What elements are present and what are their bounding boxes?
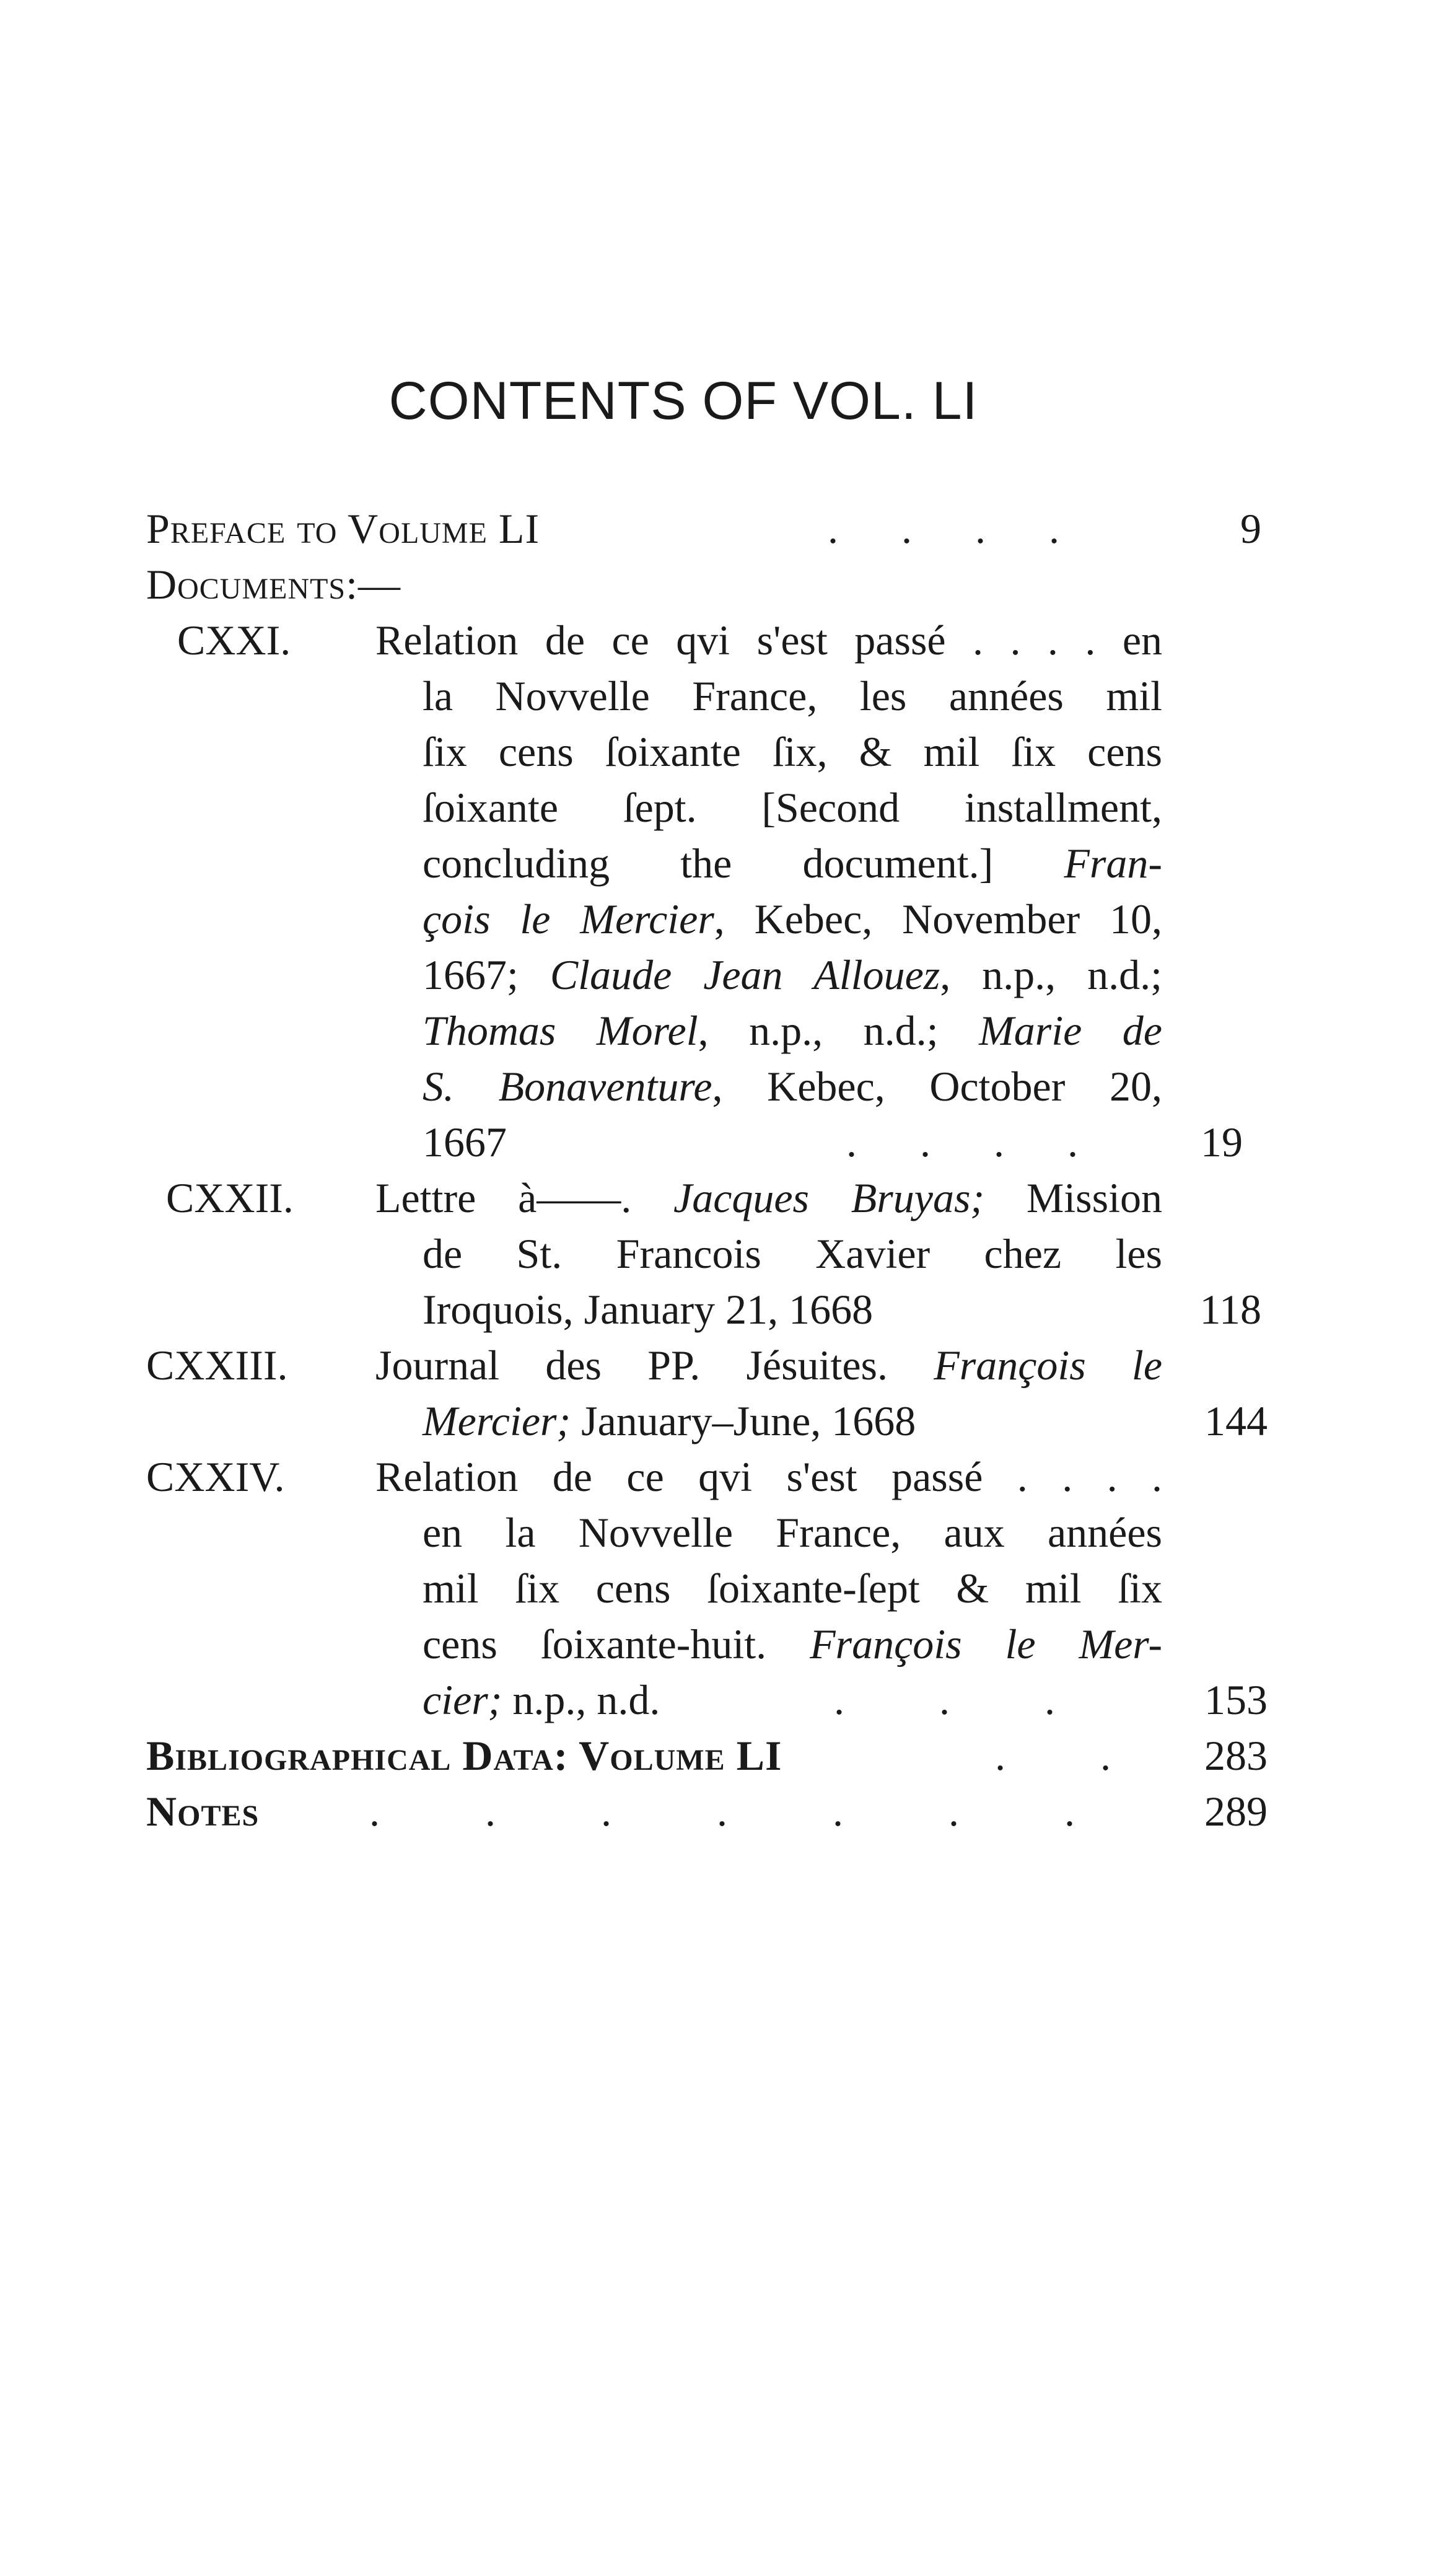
toc-entry-cxxiv[interactable]: [146, 1449, 1274, 1728]
toc-entry-cxxi[interactable]: [146, 612, 1274, 1170]
leader-dots: . . . .: [846, 1119, 1078, 1166]
document-page-number: 118: [1199, 1286, 1261, 1333]
bibliographical-label: Bibliographical Data: Volume LI: [146, 1732, 782, 1779]
leader-dots: . . . .: [828, 505, 1059, 552]
preface-page: 9: [1240, 505, 1261, 552]
document-number: CXXIII.: [146, 1342, 288, 1389]
toc-entry-cxxii[interactable]: [146, 1170, 1274, 1337]
document-description: Relation de ce qvi s'est passé . . . . en la Novvelle France, les années mil ſix cens ſoixante ſix, & mil ſix cens ſoixante ſept. [Second installment, concluding the document.] Fran- çois le Mercier, Kebec, November 10, 1667; Claude Jean Allouez, n.p., n.d.; Thomas Morel, n.p., n.d.; Marie de S. Bonaventure, Kebec, October 20, 1667: [375, 617, 1162, 1166]
document-description: Relation de ce qvi s'est passé . . . . en la Novvelle France, aux années mil ſix cens ſoixante-ſept & mil ſix cens ſoixante-huit. François le Mer- cier; n.p., n.d.: [375, 1453, 1163, 1723]
leader-dots: . .: [995, 1732, 1111, 1779]
document-page-number: 153: [1204, 1676, 1268, 1723]
document-description: Lettre à——. Jacques Bruyas; Mission de St. Francois Xavier chez les Iroquois, January 21, 1668: [375, 1174, 1162, 1333]
notes-label: Notes: [146, 1788, 260, 1835]
document-number: CXXI.: [177, 617, 291, 664]
leader-dots: . . .: [834, 1676, 1055, 1723]
notes-page: 289: [1204, 1788, 1268, 1835]
toc-entry-preface[interactable]: [146, 501, 1274, 556]
preface-label: Preface to Volume LI: [146, 505, 540, 552]
document-page-number: 19: [1201, 1119, 1243, 1166]
documents-heading: Documents:—: [146, 561, 401, 608]
document-number: CXXII.: [166, 1174, 294, 1221]
document-number: CXXIV.: [146, 1453, 285, 1500]
toc-entry-bibliographical-data[interactable]: [146, 1728, 1274, 1783]
document-page-number: 144: [1204, 1397, 1268, 1444]
toc-entry-cxxiii[interactable]: [146, 1337, 1274, 1449]
leader-dots: . . . . . . .: [369, 1788, 1075, 1835]
toc-entry-notes[interactable]: [146, 1783, 1274, 1839]
bibliographical-page: 283: [1204, 1732, 1268, 1779]
page-title: CONTENTS OF VOL. LI: [388, 371, 978, 431]
document-description: Journal des PP. Jésuites. François le Mercier; January–June, 1668: [375, 1342, 1162, 1444]
table-of-contents: [146, 501, 1274, 1839]
